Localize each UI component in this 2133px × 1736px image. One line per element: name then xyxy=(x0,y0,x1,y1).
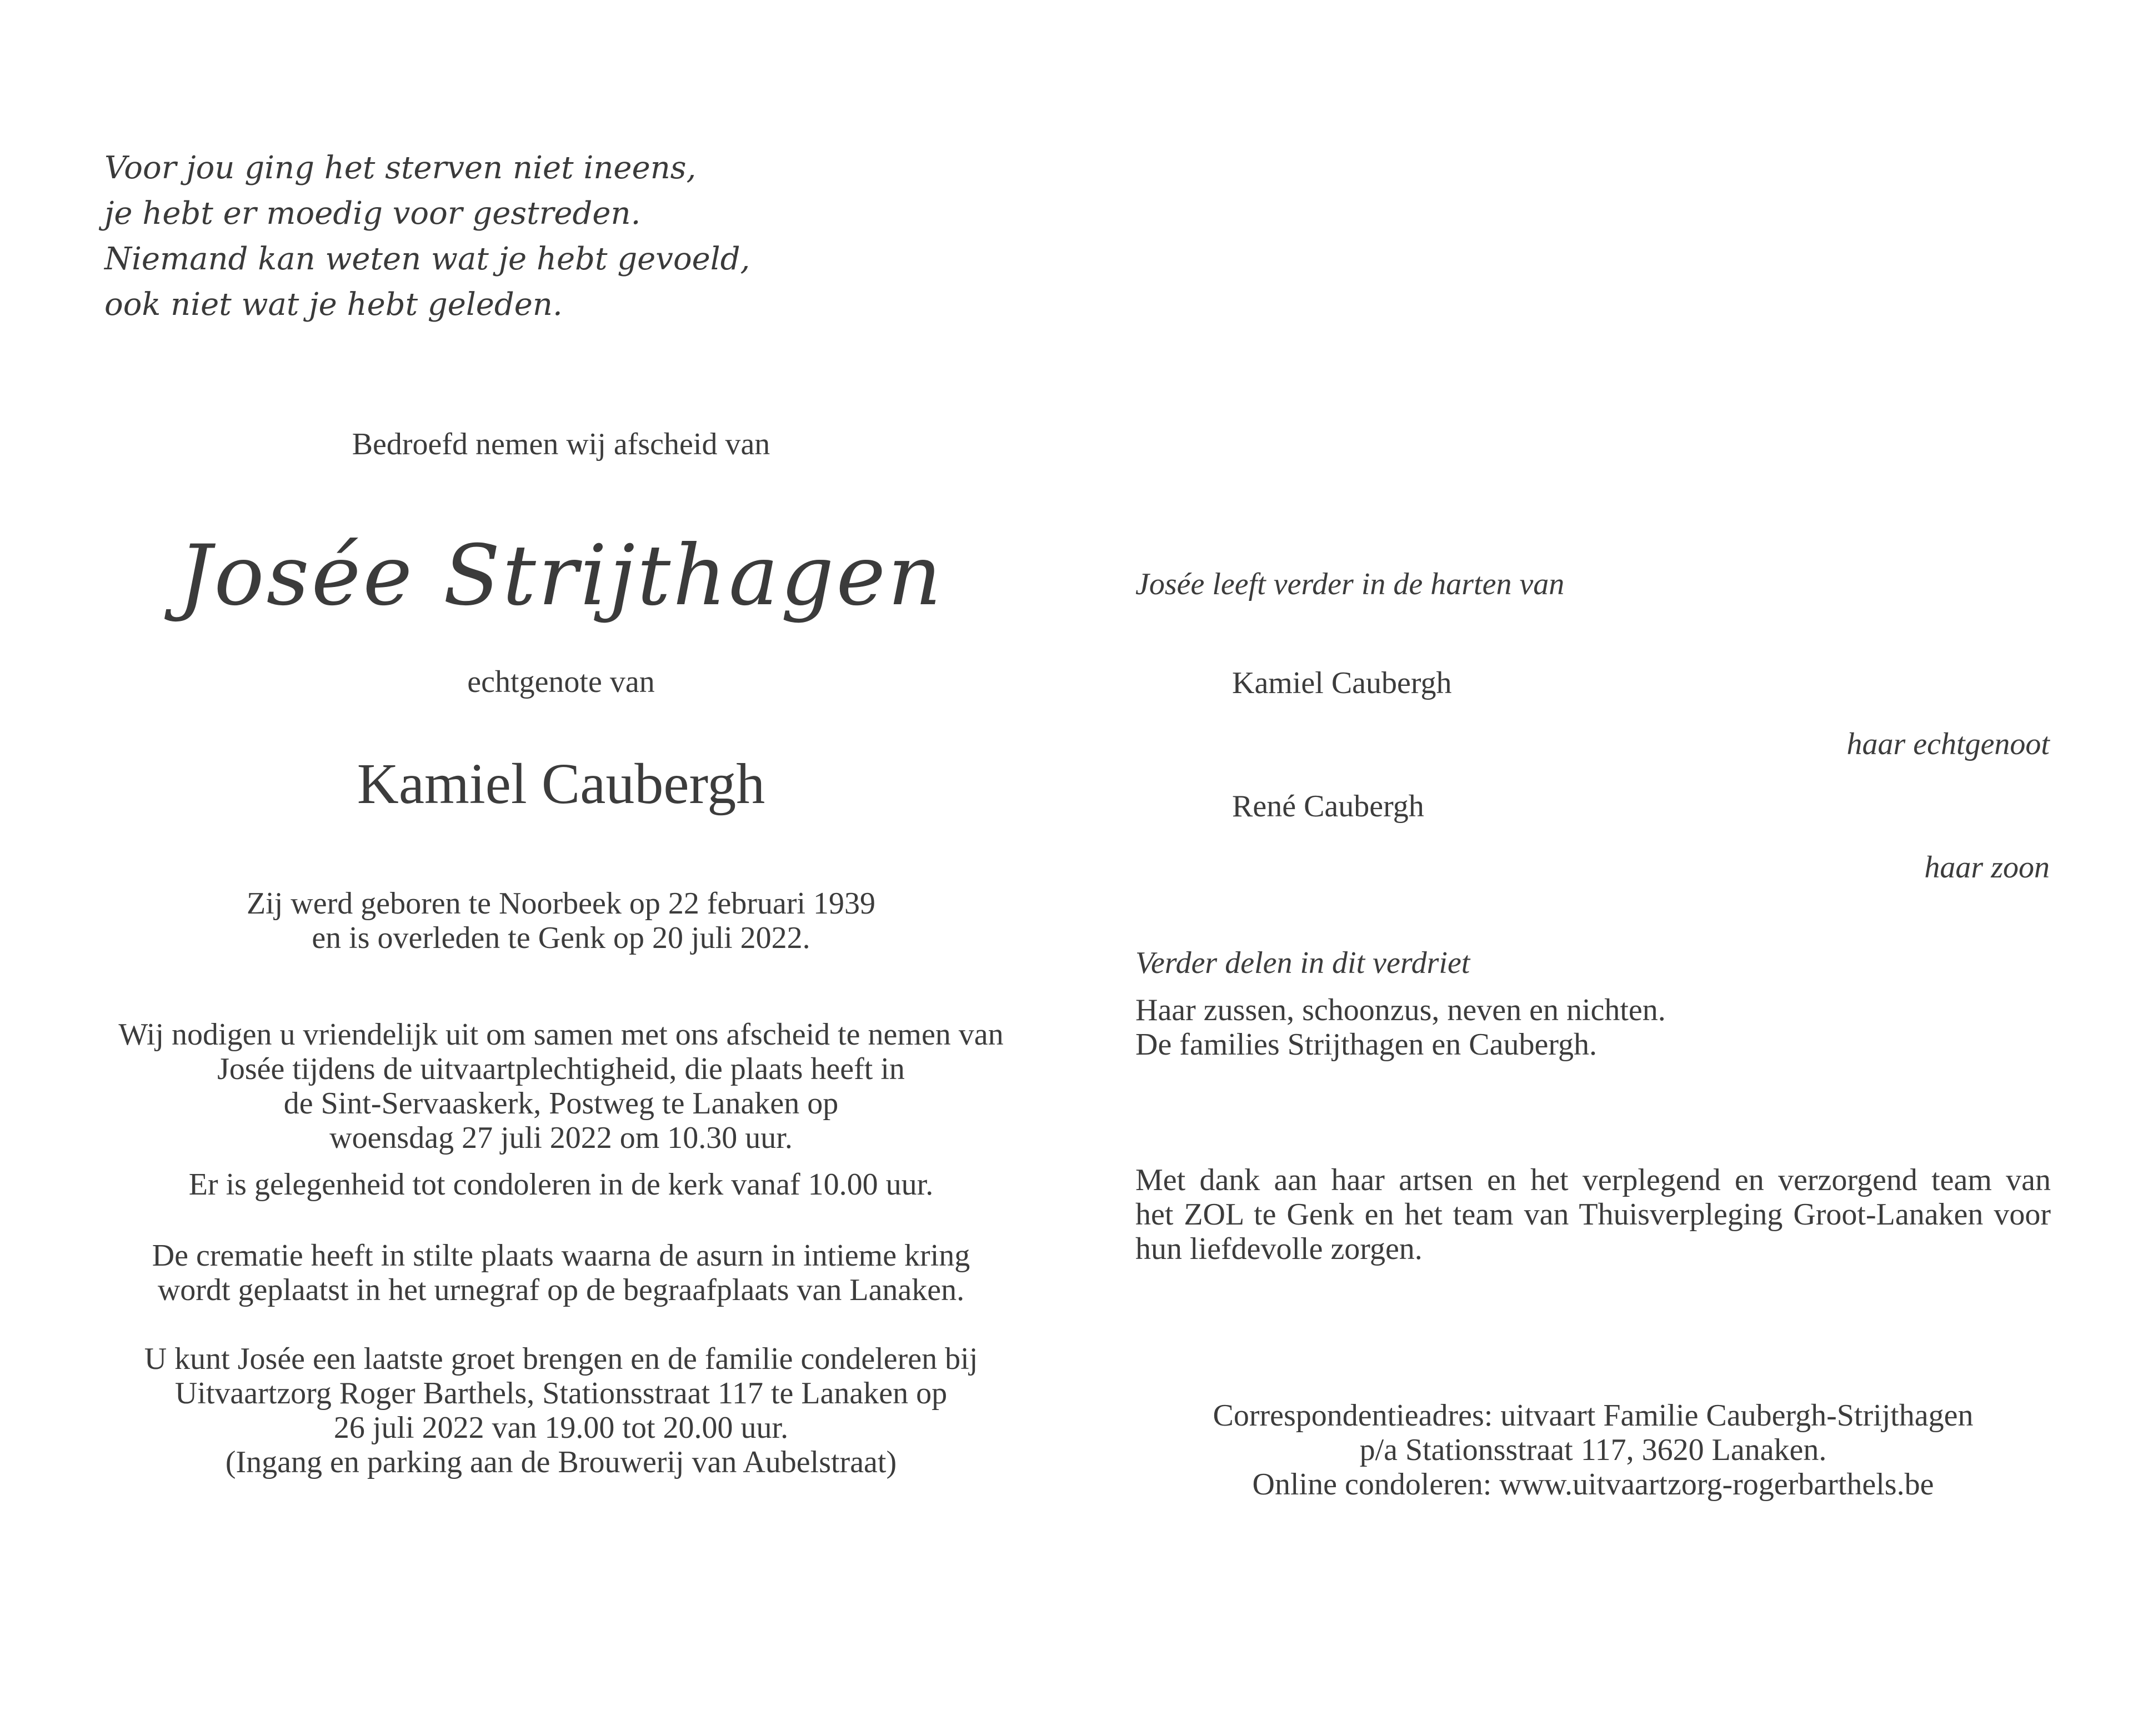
condolence-info xyxy=(111,1167,1011,1202)
visitation-line: U kunt Josée een laatste groet brengen en de familie condeleren bij xyxy=(144,1342,978,1376)
relative-name: René Caubergh xyxy=(1232,789,1424,824)
invitation-line: Josée tijdens de uitvaartplechtigheid, die plaats heeft in xyxy=(217,1052,905,1086)
cremation-line: wordt geplaatst in het urnegraf op de begraafplaats van Lanaken. xyxy=(157,1273,965,1307)
invitation-line: woensdag 27 juli 2022 om 10.30 uur. xyxy=(329,1121,793,1155)
sharing-line: Haar zussen, schoonzus, neven en nichten. xyxy=(1135,993,1666,1027)
invitation-line: Wij nodigen u vriendelijk uit om samen met ons afscheid te nemen van xyxy=(118,1017,1004,1052)
visitation-info xyxy=(111,1342,1011,1479)
visitation-line: (Ingang en parking aan de Brouwerij van Aubelstraat) xyxy=(225,1445,897,1479)
poem-line: Voor jou ging het sterven niet ineens, xyxy=(104,150,697,186)
online-condolence-line: Online condoleren: www.uitvaartzorg-rogerbarthels.be xyxy=(1252,1467,1934,1502)
birth-death-info xyxy=(111,886,1011,955)
invitation-line: de Sint-Servaaskerk, Postweg te Lanaken op xyxy=(283,1086,839,1121)
relative-relation: haar zoon xyxy=(1924,850,2050,885)
deceased-name: Josée Strijthagen xyxy=(178,528,944,624)
correspondence-address xyxy=(1135,1398,2051,1502)
correspondence-line: Correspondentieadres: uitvaart Familie Caubergh-Strijthagen xyxy=(1213,1398,1974,1433)
thanks-text xyxy=(1135,1163,2051,1266)
correspondence-line: p/a Stationsstraat 117, 3620 Lanaken. xyxy=(1359,1433,1827,1467)
birth-line: Zij werd geboren te Noorbeek op 22 februari 1939 xyxy=(246,886,876,921)
sharing-list xyxy=(1135,993,1666,1062)
death-line: en is overleden te Genk op 20 juli 2022. xyxy=(312,921,810,955)
visitation-line: 26 juli 2022 van 19.00 tot 20.00 uur. xyxy=(333,1411,789,1445)
lives-on-label: Josée leeft verder in de harten van xyxy=(1135,567,1565,601)
poem-line: Niemand kan weten wat je hebt gevoeld, xyxy=(104,241,750,277)
sharing-title: Verder delen in dit verdriet xyxy=(1135,946,1470,980)
poem-line: je hebt er moedig voor gestreden. xyxy=(104,195,641,232)
relative-name: Kamiel Caubergh xyxy=(1232,666,1452,700)
cremation-info xyxy=(111,1238,1011,1307)
sharing-line: De families Strijthagen en Caubergh. xyxy=(1135,1027,1597,1062)
spouse-of-label: echtgenote van xyxy=(467,665,655,699)
thanks-line: hun liefdevolle zorgen. xyxy=(1135,1232,1423,1266)
visitation-line: Uitvaartzorg Roger Barthels, Stationsstraat 117 te Lanaken op xyxy=(174,1376,948,1411)
thanks-line: het ZOL te Genk en het team van Thuisverpleging Groot-Lanaken voor xyxy=(1135,1197,2051,1232)
condolence-line: Er is gelegenheid tot condoleren in de kerk vanaf 10.00 uur. xyxy=(188,1167,934,1202)
spouse-name: Kamiel Caubergh xyxy=(357,752,765,816)
cremation-line: De crematie heeft in stilte plaats waarna de asurn in intieme kring xyxy=(152,1238,970,1273)
intro-text: Bedroefd nemen wij afscheid van xyxy=(352,427,770,461)
funeral-invitation xyxy=(111,1017,1011,1155)
poem-line: ook niet wat je hebt geleden. xyxy=(104,287,563,323)
thanks-line: Met dank aan haar artsen en het verplegend en verzorgend team van xyxy=(1135,1163,2051,1197)
relative-relation: haar echtgenoot xyxy=(1846,727,2050,761)
poem xyxy=(104,145,750,328)
